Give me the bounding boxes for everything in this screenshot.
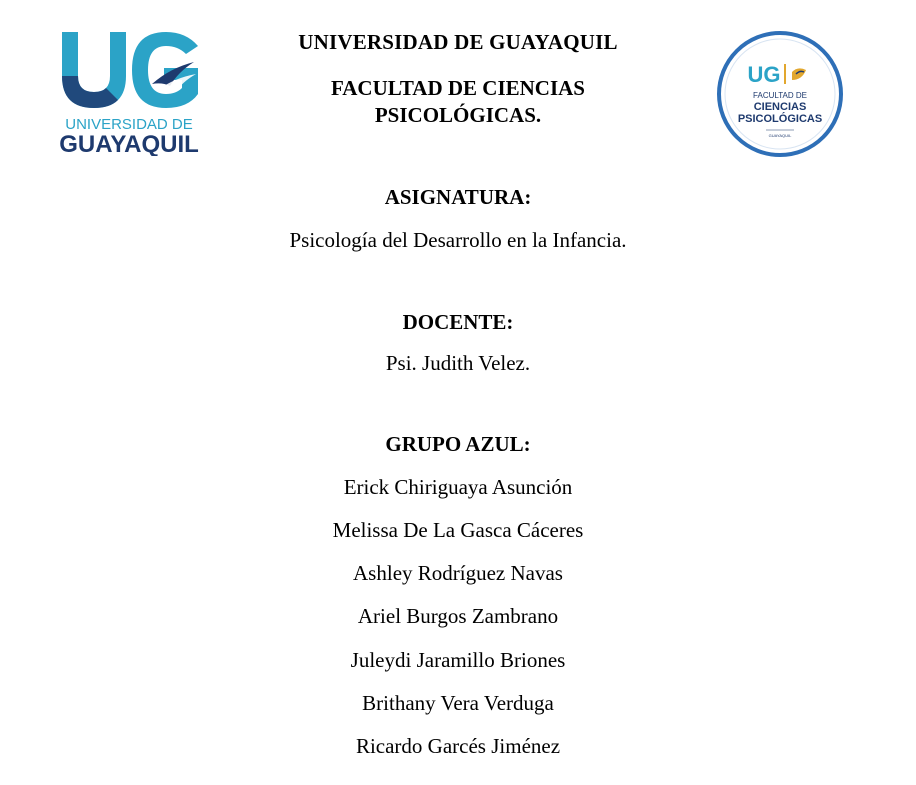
group-member: Ricardo Garcés Jiménez <box>355 734 561 758</box>
asignatura-value: Psicología del Desarrollo en la Infancia. <box>289 228 627 252</box>
faculty-title <box>0 75 916 129</box>
right-logo-line3: PSICOLÓGICAS <box>737 113 823 125</box>
right-logo-line4: GUAYAQUIL <box>768 133 792 138</box>
group-member: Erick Chiriguaya Asunción <box>343 475 573 499</box>
faculty-title-line1: FACULTAD DE CIENCIAS <box>331 76 585 100</box>
group-member: Ariel Burgos Zambrano <box>357 604 559 628</box>
right-logo-line1: FACULTAD DE <box>753 91 807 100</box>
asignatura-label: ASIGNATURA: <box>384 185 532 209</box>
right-logo-monogram: UG <box>747 62 781 87</box>
grupo-label: GRUPO AZUL: <box>385 432 531 456</box>
university-title: UNIVERSIDAD DE GUAYAQUIL <box>298 30 618 54</box>
docente-label: DOCENTE: <box>402 310 514 334</box>
left-logo-line2: GUAYAQUIL <box>59 131 199 156</box>
group-member: Juleydi Jaramillo Briones <box>350 648 566 672</box>
faculty-title-line2: PSICOLÓGICAS. <box>374 103 542 127</box>
docente-value: Psi. Judith Velez. <box>385 351 531 375</box>
right-logo-line2: CIENCIAS <box>753 101 807 113</box>
group-member: Brithany Vera Verduga <box>362 691 554 715</box>
left-logo-line1: UNIVERSIDAD DE <box>65 116 193 133</box>
group-member: Ashley Rodríguez Navas <box>353 561 563 585</box>
group-member: Melissa De La Gasca Cáceres <box>332 518 584 542</box>
